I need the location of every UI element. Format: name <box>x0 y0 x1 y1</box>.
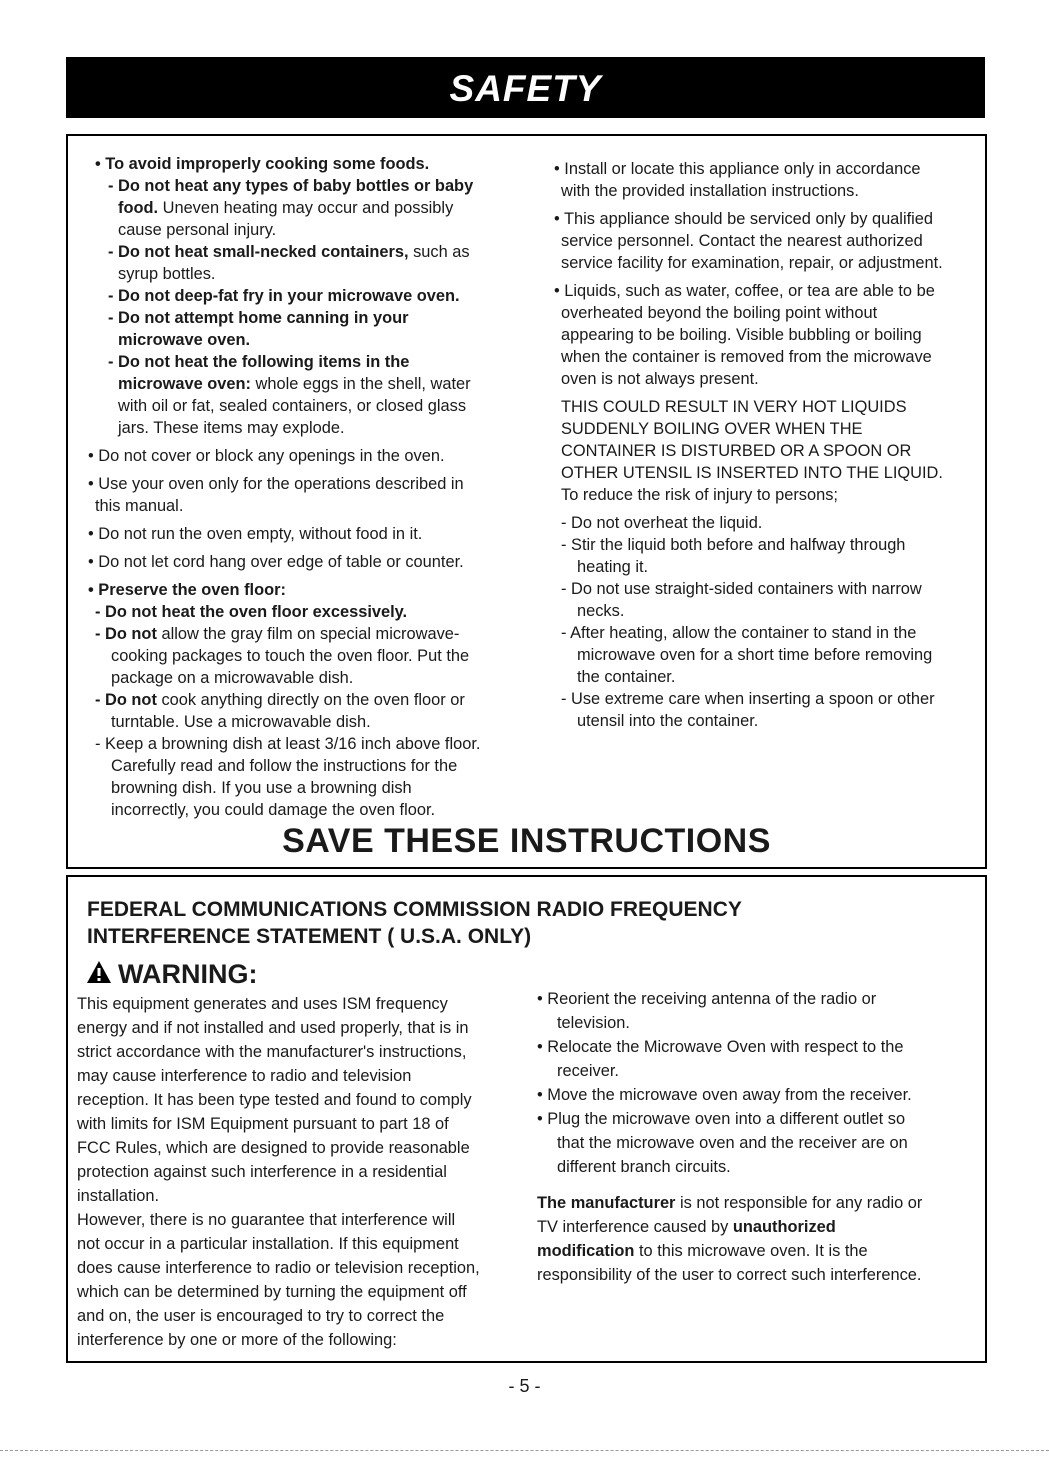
text-line: OTHER UTENSIL IS INSERTED INTO THE LIQUID. <box>561 464 943 482</box>
text-line: • Reorient the receiving antenna of the radio or <box>537 990 877 1008</box>
warning-label: WARNING: <box>118 959 258 989</box>
text: allow the gray film on special microwave- <box>156 625 460 643</box>
text-line: installation. <box>77 1187 160 1205</box>
text-line: Carefully read and follow the instructions for the <box>111 757 458 775</box>
safety-right-column <box>554 158 982 732</box>
text-line: turntable. Use a microwavable dish. <box>111 713 371 731</box>
text-line: • Do not let cord hang over edge of table or counter. <box>88 553 464 571</box>
text-line: with the provided installation instructions. <box>561 182 859 200</box>
text: Uneven heating may occur and possibly <box>158 199 454 217</box>
bold-text: microwave oven: <box>118 375 251 393</box>
text-line: SUDDENLY BOILING OVER WHEN THE <box>561 420 863 438</box>
text-line: • Preserve the oven floor: <box>88 581 286 599</box>
bold-text: - Do not heat any types of baby bottles or baby <box>108 177 474 195</box>
text-line: protection against such interference in a residential <box>77 1163 447 1181</box>
text-line <box>537 1215 977 1239</box>
text-line: service facility for examination, repair, or adjustment. <box>561 254 943 272</box>
text-line: - Do not overheat the liquid. <box>561 514 763 532</box>
bold-text: food. <box>118 199 159 217</box>
page-edge-line <box>0 1450 1049 1451</box>
text-line: cause personal injury. <box>118 221 277 239</box>
text-line: • Use your oven only for the operations described in <box>88 475 464 493</box>
text-line: • Do not run the oven empty, without food in it. <box>88 525 423 543</box>
text-line: • Plug the microwave oven into a different outlet so <box>537 1110 906 1128</box>
bold-text: modification <box>537 1242 635 1260</box>
fcc-right-column <box>537 987 977 1287</box>
text-line: the container. <box>577 668 676 686</box>
text-line: cooking packages to touch the oven floor. Put the <box>111 647 470 665</box>
text-line: microwave oven for a short time before removing <box>577 646 933 664</box>
text-line: necks. <box>577 602 625 620</box>
bold-text: unauthorized <box>732 1218 836 1236</box>
fcc-title-line: INTERFERENCE STATEMENT ( U.S.A. ONLY) <box>87 925 532 948</box>
text-line: • Relocate the Microwave Oven with respect to the <box>537 1038 904 1056</box>
text-line: FCC Rules, which are designed to provide reasonable <box>77 1139 470 1157</box>
bold-text: - Do not <box>95 691 157 709</box>
text-line: microwave oven. <box>118 331 251 349</box>
fcc-title-line: FEDERAL COMMUNICATIONS COMMISSION RADIO FREQUENCY <box>87 898 742 921</box>
text-line: and on, the user is encouraged to try to correct the <box>77 1307 445 1325</box>
text-line: • This appliance should be serviced only by qualified <box>554 210 934 228</box>
text-line: - Do not deep-fat fry in your microwave oven. <box>108 287 460 305</box>
text-line: not occur in a particular installation. If this equipment <box>77 1235 459 1253</box>
text: is not responsible for any radio or <box>675 1194 923 1212</box>
text: whole eggs in the shell, water <box>251 375 471 393</box>
text-line: different branch circuits. <box>557 1158 731 1176</box>
fcc-title <box>87 896 742 950</box>
bold-text: - Do not <box>95 625 157 643</box>
text-line: may cause interference to radio and television <box>77 1067 412 1085</box>
text-line <box>88 689 548 711</box>
text-line: This equipment generates and uses ISM frequency <box>77 995 448 1013</box>
text-line: incorrectly, you could damage the oven floor. <box>111 801 436 819</box>
text-line: utensil into the container. <box>577 712 759 730</box>
text-line: THIS COULD RESULT IN VERY HOT LIQUIDS <box>561 398 907 416</box>
text-line: heating it. <box>577 558 649 576</box>
text-line: - Stir the liquid both before and halfway through <box>561 536 906 554</box>
text-line: - Do not use straight-sided containers with narrow <box>561 580 922 598</box>
safety-box <box>66 134 987 869</box>
text-line: this manual. <box>95 497 184 515</box>
text: such as <box>408 243 470 261</box>
text-line: browning dish. If you use a browning dish <box>111 779 412 797</box>
text-line: To reduce the risk of injury to persons; <box>561 486 838 504</box>
text-line: receiver. <box>557 1062 619 1080</box>
text-line: • Install or locate this appliance only in accordance <box>554 160 921 178</box>
text-line <box>88 197 548 219</box>
text: TV interference caused by <box>537 1218 733 1236</box>
text-line: - Do not heat the oven floor excessively. <box>95 603 408 621</box>
text-line <box>88 175 548 197</box>
page-number: - 5 - <box>508 1376 541 1396</box>
text-line: However, there is no guarantee that interference will <box>77 1211 456 1229</box>
section-header <box>66 57 985 118</box>
text-line: package on a microwavable dish. <box>111 669 354 687</box>
fcc-box <box>66 875 987 1363</box>
fcc-left-column <box>77 992 537 1352</box>
text-line: appearing to be boiling. Visible bubbling or boiling <box>561 326 922 344</box>
text-line <box>537 1191 977 1215</box>
text-line <box>88 241 548 263</box>
text-line: - After heating, allow the container to stand in the <box>561 624 917 642</box>
text-line: • Do not cover or block any openings in the oven. <box>88 447 445 465</box>
text: cook anything directly on the oven floor or <box>156 691 465 709</box>
text-line <box>88 623 548 645</box>
text-line: television. <box>557 1014 630 1032</box>
text-line: does cause interference to radio or television reception, <box>77 1259 480 1277</box>
text-line <box>537 1239 977 1263</box>
text-line: - Use extreme care when inserting a spoon or other <box>561 690 935 708</box>
text-line: strict accordance with the manufacturer's instructions, <box>77 1043 467 1061</box>
text-line: overheated beyond the boiling point without <box>561 304 878 322</box>
text-line: CONTAINER IS DISTURBED OR A SPOON OR <box>561 442 912 460</box>
text-line: which can be determined by turning the equipment off <box>77 1283 467 1301</box>
text-line: when the container is removed from the microwave <box>561 348 932 366</box>
text-line: responsibility of the user to correct such interference. <box>537 1266 922 1284</box>
text-line <box>88 373 548 395</box>
text-line: with oil or fat, sealed containers, or closed glass <box>118 397 467 415</box>
warning-heading <box>86 958 257 990</box>
text-line: that the microwave oven and the receiver are on <box>557 1134 908 1152</box>
text-line: syrup bottles. <box>118 265 216 283</box>
text-line: energy and if not installed and used properly, that is in <box>77 1019 469 1037</box>
text-line: oven is not always present. <box>561 370 759 388</box>
text-line: interference by one or more of the following: <box>77 1331 397 1349</box>
text-line: service personnel. Contact the nearest authorized <box>561 232 923 250</box>
safety-left-column <box>88 153 548 821</box>
bold-text: - Do not heat small-necked containers, <box>108 243 409 261</box>
bold-text: The manufacturer <box>537 1194 676 1212</box>
text-line: reception. It has been type tested and found to comply <box>77 1091 472 1109</box>
text-line: with limits for ISM Equipment pursuant to part 18 of <box>77 1115 449 1133</box>
text-line: jars. These items may explode. <box>118 419 345 437</box>
text-line: • Liquids, such as water, coffee, or tea are able to be <box>554 282 935 300</box>
text-line: • To avoid improperly cooking some foods. <box>95 155 430 173</box>
warning-triangle-icon <box>86 960 112 984</box>
paragraph-gap <box>537 1179 977 1191</box>
section-title: SAFETY <box>449 68 602 109</box>
text-line: - Do not attempt home canning in your <box>108 309 409 327</box>
text-line: • Move the microwave oven away from the receiver. <box>537 1086 912 1104</box>
text: to this microwave oven. It is the <box>634 1242 868 1260</box>
save-instructions-heading: SAVE THESE INSTRUCTIONS <box>282 822 771 860</box>
text-line: - Keep a browning dish at least 3/16 inch above floor. <box>95 735 481 753</box>
text-line: - Do not heat the following items in the <box>108 353 410 371</box>
